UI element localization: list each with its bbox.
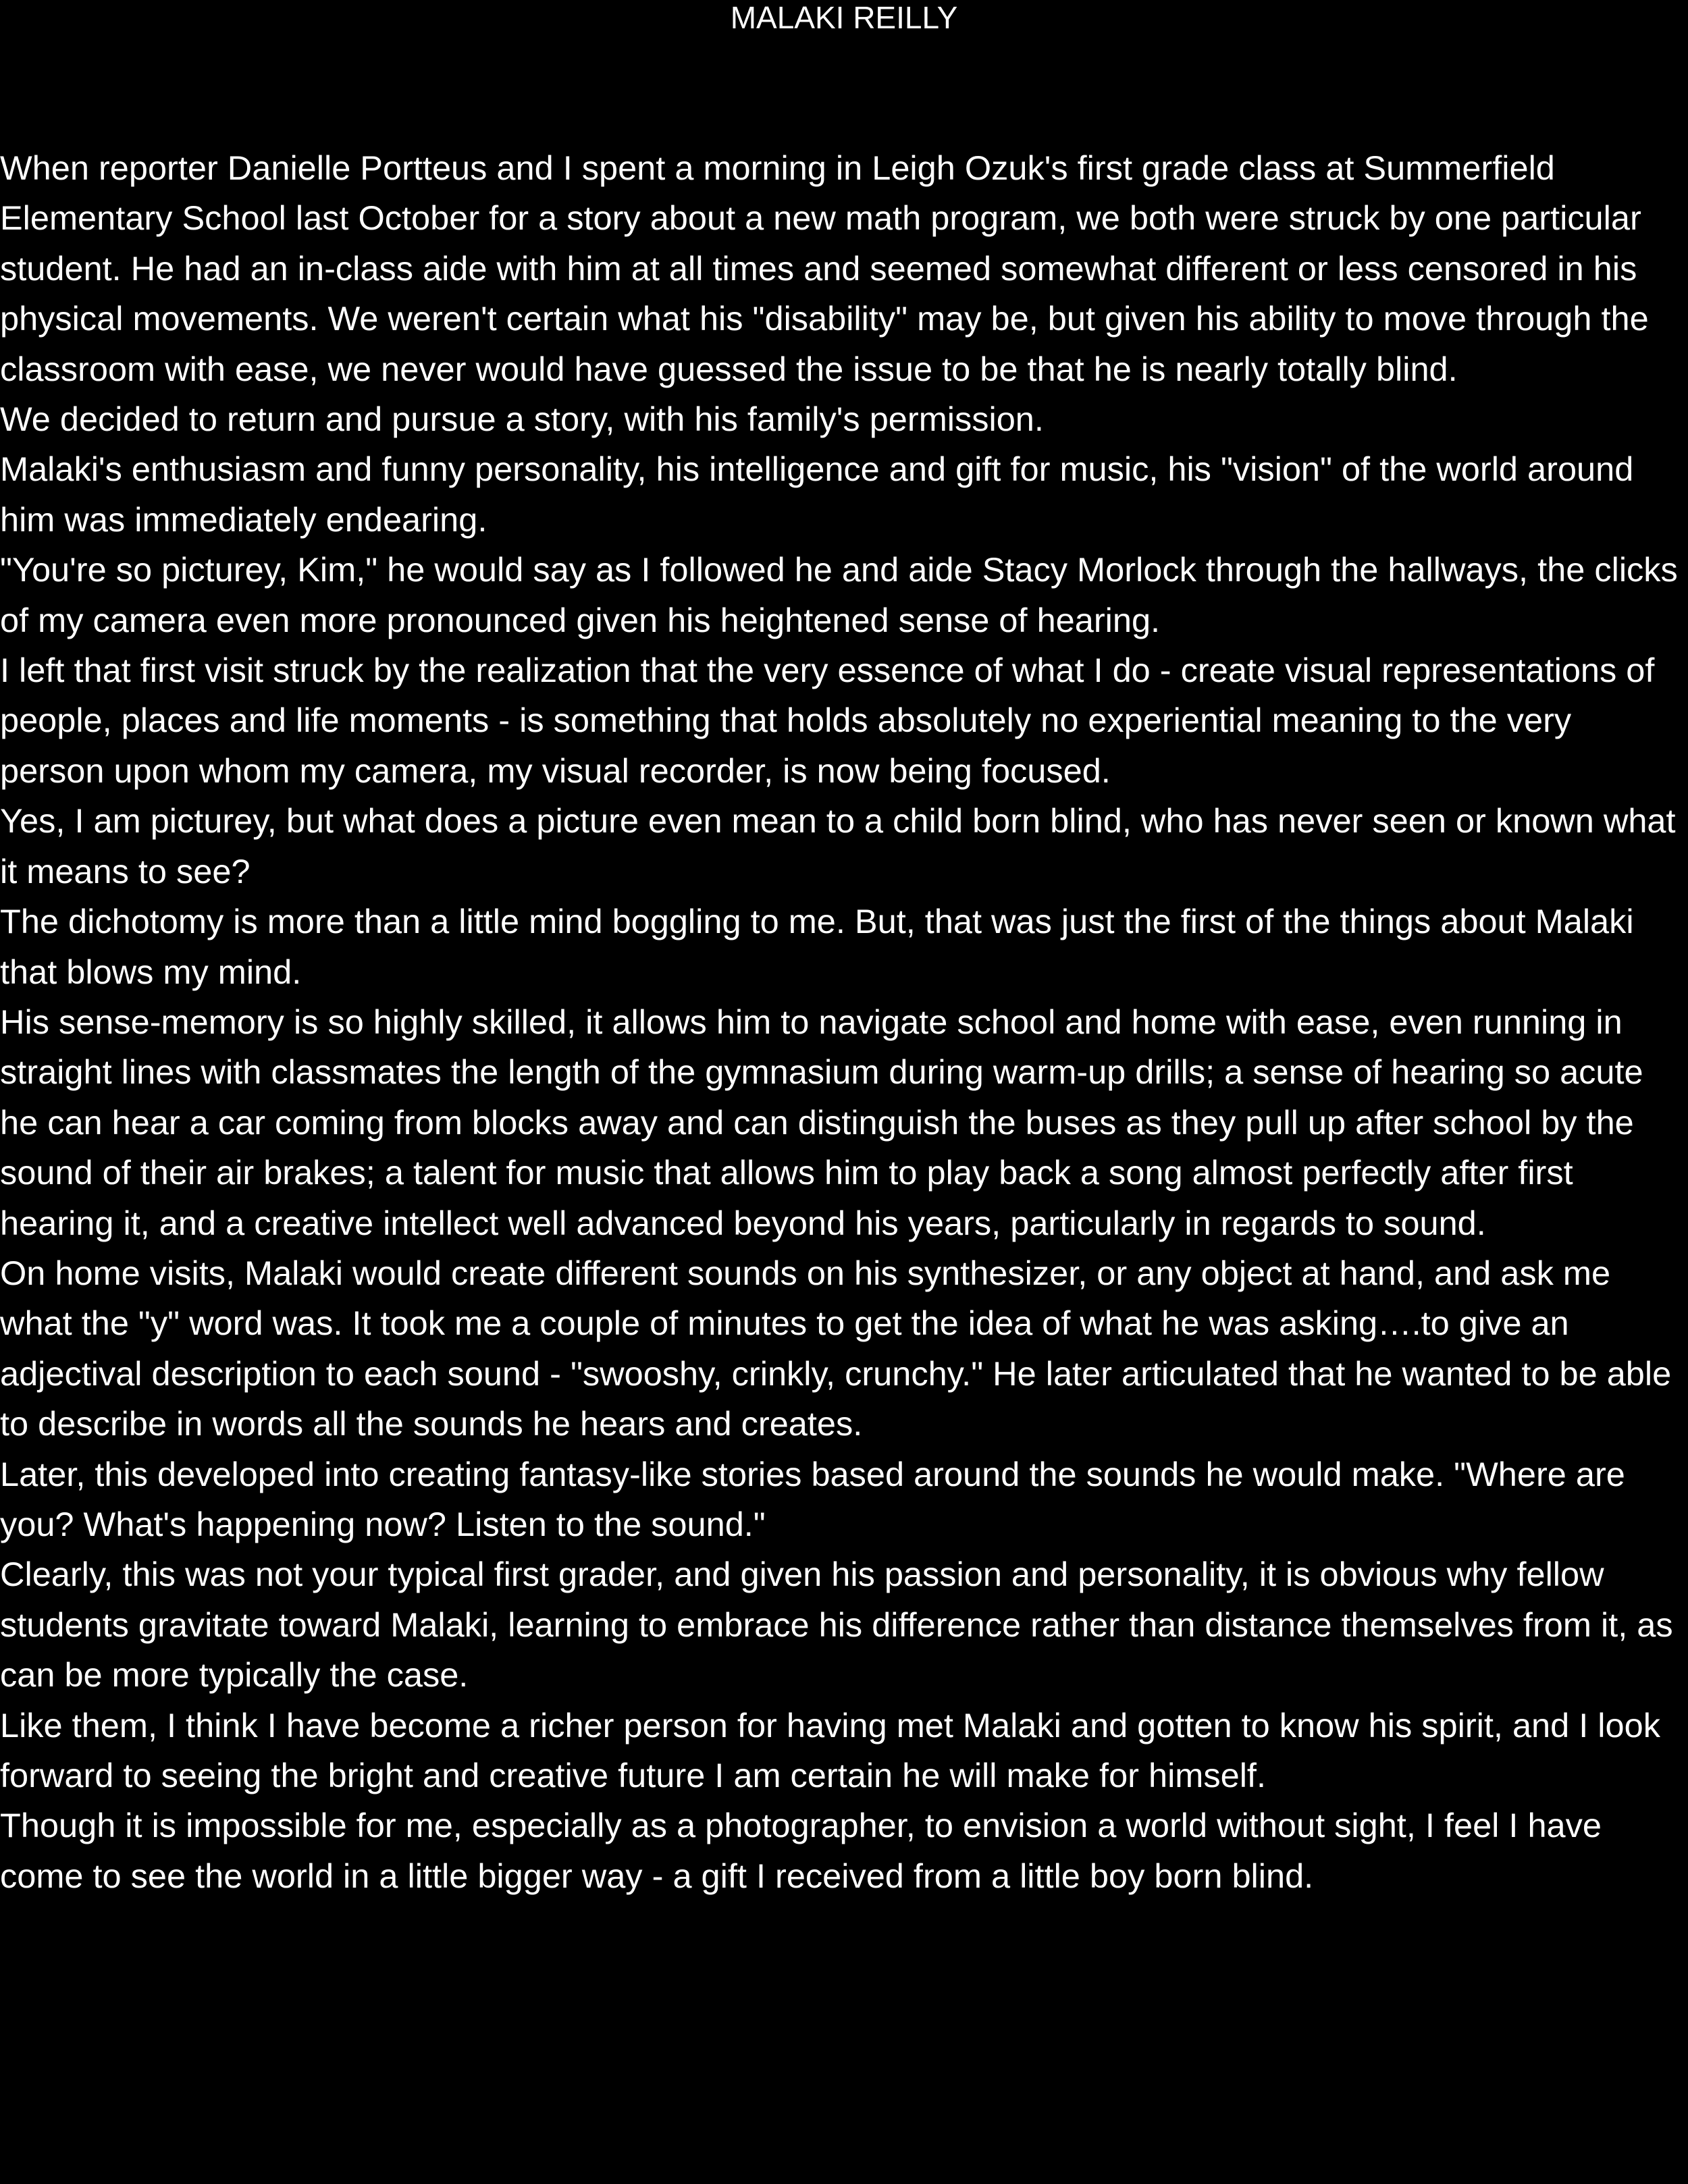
paragraph: We decided to return and pursue a story, with his family's permission.: [0, 400, 1044, 439]
paragraph: Yes, I am picturey, but what does a picture even mean to a child born blind, who has never seen or known what it means to see?: [0, 801, 1676, 890]
paragraph: The dichotomy is more than a little mind boggling to me. But, that was just the first of the things about Malaki that blows my mind.: [0, 902, 1634, 991]
paragraph: When reporter Danielle Portteus and I spent a morning in Leigh Ozuk's first grade class at Summerfield Elementary School last October for a story about a new math program, we both were struck by one particular student. He had an in-class aide with him at all times and seemed somewhat different or less censored in his physical movements. We weren't certain what his "disability" may be, but given his ability to move through the classroom with ease, we never would have guessed the issue to be that he is nearly totally blind.: [0, 149, 1649, 388]
paragraph: Though it is impossible for me, especially as a photographer, to envision a world without sight, I feel I have come to see the world in a little bigger way - a gift I received from a little boy born blind.: [0, 1806, 1602, 1895]
paragraph: Malaki's enthusiasm and funny personality, his intelligence and gift for music, his "vision" of the world around him was immediately endearing.: [0, 450, 1634, 539]
paragraph: "You're so picturey, Kim," he would say as I followed he and aide Stacy Morlock through the hallways, the clicks of my camera even more pronounced given his heightened sense of hearing.: [0, 550, 1678, 639]
page-title: MALAKI REILLY: [730, 0, 958, 35]
paragraph: Later, this developed into creating fantasy-like stories based around the sounds he would make. "Where are you? What's happening now? Listen to the sound.": [0, 1454, 1625, 1543]
paragraph: Clearly, this was not your typical first grader, and given his passion and personality, it is obvious why fellow students gravitate toward Malaki, learning to embrace his difference rather than distance themselves from it, as can be more typically the case.: [0, 1555, 1673, 1695]
article-body: [0, 143, 1681, 1901]
paragraph: On home visits, Malaki would create different sounds on his synthesizer, or any object at hand, and ask me what the "y" word was. It took me a couple of minutes to get the idea of what he was asking….to give an adjectival description to each sound - "swooshy, crinkly, crunchy." He later articulated that he wanted to be able to describe in words all the sounds he hears and creates.: [0, 1253, 1672, 1443]
paragraph: Like them, I think I have become a richer person for having met Malaki and gotten to know his spirit, and I look forward to seeing the bright and creative future I am certain he will make for himself.: [0, 1705, 1660, 1794]
paragraph: His sense-memory is so highly skilled, it allows him to navigate school and home with ease, even running in straight lines with classmates the length of the gymnasium during warm-up drills; a sense of hearing so acute he can hear a car coming from blocks away and can distinguish the buses as they pull up after school by the sound of their air brakes; a talent for music that allows him to play back a song almost perfectly after first hearing it, and a creative intellect well advanced beyond his years, particularly in regards to sound.: [0, 1002, 1643, 1242]
paragraph: I left that first visit struck by the realization that the very essence of what I do - create visual representations of people, places and life moments - is something that holds absolutely no experiential meaning to the very person upon whom my camera, my visual recorder, is now being focused.: [0, 651, 1655, 790]
